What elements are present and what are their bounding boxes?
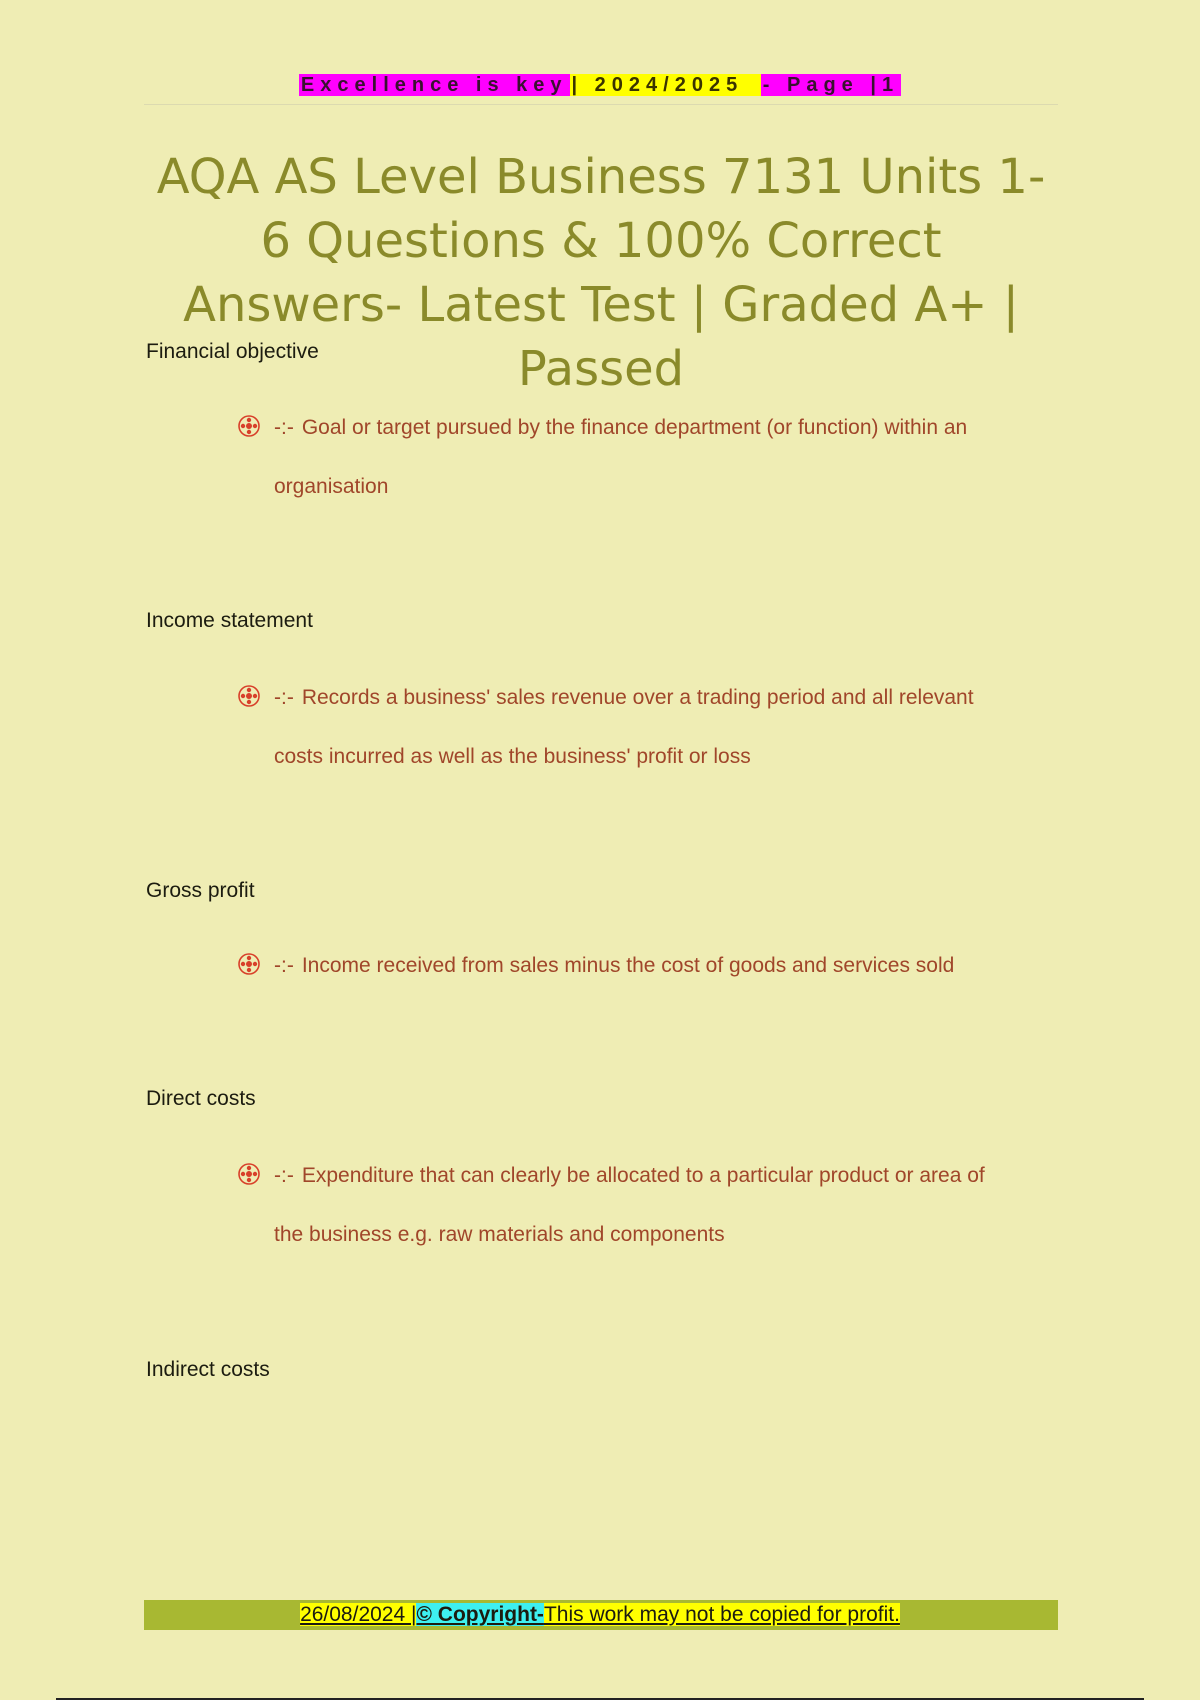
answer-block bbox=[238, 398, 1050, 516]
term-heading: Gross profit bbox=[146, 879, 255, 902]
answer-text-line2: costs incurred as well as the business' profit or loss bbox=[274, 745, 751, 768]
answer-text-line1: -:- Goal or target pursued by the finance department (or function) within an bbox=[274, 416, 968, 439]
footer-date: 26/08/2024 | bbox=[300, 1603, 417, 1626]
answer-block bbox=[238, 936, 1050, 995]
answer-text-line1: -:- Records a business' sales revenue over a trading period and all relevant bbox=[274, 686, 974, 709]
page-header bbox=[0, 70, 1200, 100]
flower-bullet-icon bbox=[238, 953, 260, 975]
page-footer bbox=[0, 1600, 1200, 1630]
footer-notice: This work may not be copied for profit. bbox=[543, 1603, 900, 1626]
header-motto: Excellence is key bbox=[300, 74, 568, 96]
answer-block bbox=[238, 1146, 1050, 1264]
footer-copyright: © Copyright- bbox=[416, 1603, 544, 1626]
header-year: | 2024/2025 bbox=[571, 74, 744, 96]
term-heading: Financial objective bbox=[146, 340, 319, 363]
answer-separator: -:- bbox=[274, 954, 294, 977]
answer-text-line2: organisation bbox=[274, 475, 389, 498]
answer-text-line1: -:- Expenditure that can clearly be allocated to a particular product or area of bbox=[274, 1164, 985, 1187]
header-divider bbox=[144, 104, 1058, 105]
flower-bullet-icon bbox=[238, 685, 260, 707]
flower-bullet-icon bbox=[238, 1163, 260, 1185]
document-title: AQA AS Level Business 7131 Units 1-6 Questions & 100% Correct Answers- Latest Test | Graded A+ | Passed bbox=[156, 149, 1046, 397]
answer-separator: -:- bbox=[274, 416, 294, 439]
answer-separator: -:- bbox=[274, 1164, 294, 1187]
answer-text-line2: the business e.g. raw materials and components bbox=[274, 1223, 725, 1246]
answer-separator: -:- bbox=[274, 686, 294, 709]
header-page-dash bbox=[745, 74, 761, 96]
header-page-number: - Page |1 bbox=[762, 74, 900, 96]
flower-bullet-icon bbox=[238, 415, 260, 437]
answer-block bbox=[238, 668, 1050, 786]
term-heading: Indirect costs bbox=[146, 1358, 270, 1381]
term-heading: Income statement bbox=[146, 609, 313, 632]
answer-text-line1: -:- Income received from sales minus the cost of goods and services sold bbox=[274, 954, 955, 977]
term-heading: Direct costs bbox=[146, 1087, 256, 1110]
